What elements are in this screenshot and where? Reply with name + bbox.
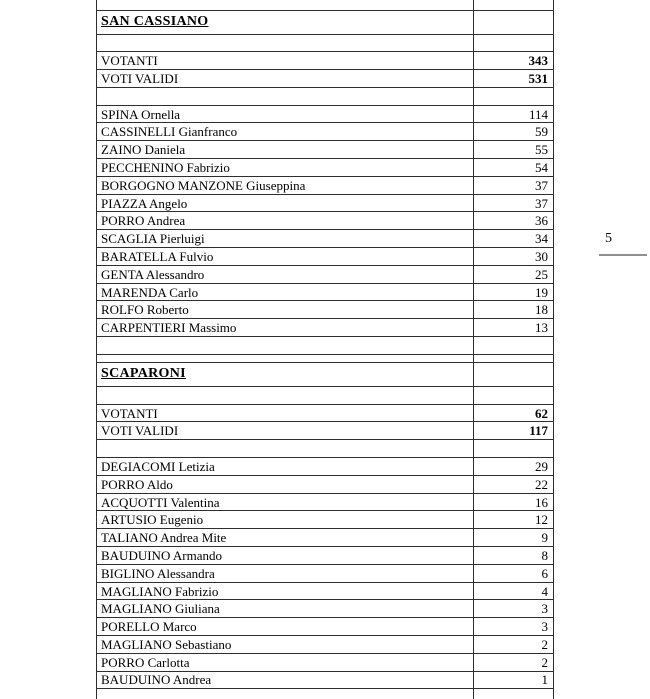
vote-count-cell: 54 xyxy=(474,159,554,177)
empty-cell xyxy=(97,440,474,458)
empty-value-cell xyxy=(474,10,554,34)
candidate-name-cell: ARTUSIO Eugenio xyxy=(97,511,474,529)
total-value-cell: 117 xyxy=(474,422,554,440)
empty-cell xyxy=(474,0,554,10)
section-header-text: SAN CASSIANO xyxy=(101,14,209,29)
table-row xyxy=(97,636,554,654)
table-row xyxy=(97,475,554,493)
empty-value-cell xyxy=(474,362,554,386)
vote-count-cell: 2 xyxy=(474,636,554,654)
empty-cell xyxy=(97,689,474,699)
vote-count-cell: 3 xyxy=(474,618,554,636)
section-header-cell xyxy=(97,362,474,386)
vote-count-cell: 16 xyxy=(474,493,554,511)
empty-cell xyxy=(474,440,554,458)
candidate-name-cell: ACQUOTTI Valentina xyxy=(97,493,474,511)
vote-count-cell: 36 xyxy=(474,212,554,230)
table-row xyxy=(97,653,554,671)
section-header-text: SCAPARONI xyxy=(101,366,186,382)
vote-count-cell: 59 xyxy=(474,123,554,141)
candidate-name-cell: CARPENTIERI Massimo xyxy=(97,319,474,337)
empty-cell xyxy=(474,689,554,699)
total-value-cell: 62 xyxy=(474,404,554,422)
vote-count-cell: 3 xyxy=(474,600,554,618)
table-row xyxy=(97,440,554,458)
candidate-name-cell: DEGIACOMI Letizia xyxy=(97,458,474,476)
vote-count-cell: 4 xyxy=(474,582,554,600)
table-row xyxy=(97,671,554,689)
table-row xyxy=(97,404,554,422)
table-row xyxy=(97,10,554,34)
table-row xyxy=(97,283,554,301)
vote-count-cell: 30 xyxy=(474,248,554,266)
vote-count-cell: 9 xyxy=(474,529,554,547)
table-row xyxy=(97,547,554,565)
vote-count-cell: 22 xyxy=(474,475,554,493)
empty-cell xyxy=(97,87,474,105)
table-row xyxy=(97,600,554,618)
candidate-name-cell: MAGLIANO Sebastiano xyxy=(97,636,474,654)
candidate-name-cell: PORRO Aldo xyxy=(97,475,474,493)
vote-count-cell: 19 xyxy=(474,283,554,301)
table-row xyxy=(97,105,554,123)
table-row xyxy=(97,212,554,230)
empty-cell xyxy=(474,34,554,52)
candidate-name-cell: TALIANO Andrea Mite xyxy=(97,529,474,547)
candidate-name-cell: ROLFO Roberto xyxy=(97,301,474,319)
candidate-name-cell: PORRO Carlotta xyxy=(97,653,474,671)
candidate-name-cell: MAGLIANO Giuliana xyxy=(97,600,474,618)
total-value-cell: 343 xyxy=(474,52,554,70)
empty-cell xyxy=(474,337,554,355)
table-row xyxy=(97,458,554,476)
vote-count-cell: 2 xyxy=(474,653,554,671)
table-row xyxy=(97,354,554,362)
candidate-name-cell: CASSINELLI Gianfranco xyxy=(97,123,474,141)
empty-cell xyxy=(97,386,474,404)
section-header-cell xyxy=(97,10,474,34)
empty-cell xyxy=(97,34,474,52)
candidate-name-cell: GENTA Alessandro xyxy=(97,265,474,283)
candidate-name-cell: BARATELLA Fulvio xyxy=(97,248,474,266)
table-row xyxy=(97,248,554,266)
table-row xyxy=(97,493,554,511)
total-label-cell: VOTI VALIDI xyxy=(97,70,474,88)
table-row xyxy=(97,689,554,699)
candidate-name-cell: SCAGLIA Pierluigi xyxy=(97,230,474,248)
page-number-underline xyxy=(599,254,647,256)
vote-count-cell: 6 xyxy=(474,564,554,582)
table-row xyxy=(97,176,554,194)
table-row xyxy=(97,319,554,337)
table-row xyxy=(97,230,554,248)
table-row xyxy=(97,70,554,88)
table-row xyxy=(97,265,554,283)
table-row xyxy=(97,141,554,159)
table-row xyxy=(97,422,554,440)
vote-count-cell: 25 xyxy=(474,265,554,283)
vote-count-cell: 37 xyxy=(474,176,554,194)
table-row xyxy=(97,362,554,386)
table-row xyxy=(97,511,554,529)
table-row xyxy=(97,564,554,582)
candidate-name-cell: PORRO Andrea xyxy=(97,212,474,230)
results-table xyxy=(96,0,554,699)
empty-cell xyxy=(97,337,474,355)
table-row xyxy=(97,194,554,212)
table-row xyxy=(97,386,554,404)
empty-cell xyxy=(474,354,554,362)
empty-cell xyxy=(474,87,554,105)
vote-count-cell: 34 xyxy=(474,230,554,248)
table-row xyxy=(97,301,554,319)
table-row xyxy=(97,582,554,600)
results-table-body xyxy=(97,0,554,699)
vote-count-cell: 114 xyxy=(474,105,554,123)
total-label-cell: VOTANTI xyxy=(97,404,474,422)
table-row xyxy=(97,337,554,355)
vote-count-cell: 8 xyxy=(474,547,554,565)
table-row xyxy=(97,34,554,52)
candidate-name-cell: MAGLIANO Fabrizio xyxy=(97,582,474,600)
table-row xyxy=(97,0,554,10)
vote-count-cell: 55 xyxy=(474,141,554,159)
vote-count-cell: 13 xyxy=(474,319,554,337)
total-value-cell: 531 xyxy=(474,70,554,88)
page-number: 5 xyxy=(605,231,612,246)
empty-cell xyxy=(97,354,474,362)
vote-count-cell: 29 xyxy=(474,458,554,476)
total-label-cell: VOTANTI xyxy=(97,52,474,70)
vote-count-cell: 12 xyxy=(474,511,554,529)
table-row xyxy=(97,123,554,141)
candidate-name-cell: BIGLINO Alessandra xyxy=(97,564,474,582)
candidate-name-cell: PECCHENINO Fabrizio xyxy=(97,159,474,177)
candidate-name-cell: ZAINO Daniela xyxy=(97,141,474,159)
candidate-name-cell: SPINA Ornella xyxy=(97,105,474,123)
vote-count-cell: 18 xyxy=(474,301,554,319)
vote-count-cell: 37 xyxy=(474,194,554,212)
empty-cell xyxy=(97,0,474,10)
candidate-name-cell: BORGOGNO MANZONE Giuseppina xyxy=(97,176,474,194)
table-row xyxy=(97,52,554,70)
empty-cell xyxy=(474,386,554,404)
candidate-name-cell: MARENDA Carlo xyxy=(97,283,474,301)
total-label-cell: VOTI VALIDI xyxy=(97,422,474,440)
vote-count-cell: 1 xyxy=(474,671,554,689)
table-row xyxy=(97,87,554,105)
candidate-name-cell: PIAZZA Angelo xyxy=(97,194,474,212)
candidate-name-cell: BAUDUINO Andrea xyxy=(97,671,474,689)
candidate-name-cell: BAUDUINO Armando xyxy=(97,547,474,565)
table-row xyxy=(97,618,554,636)
table-row xyxy=(97,159,554,177)
candidate-name-cell: PORELLO Marco xyxy=(97,618,474,636)
table-row xyxy=(97,529,554,547)
